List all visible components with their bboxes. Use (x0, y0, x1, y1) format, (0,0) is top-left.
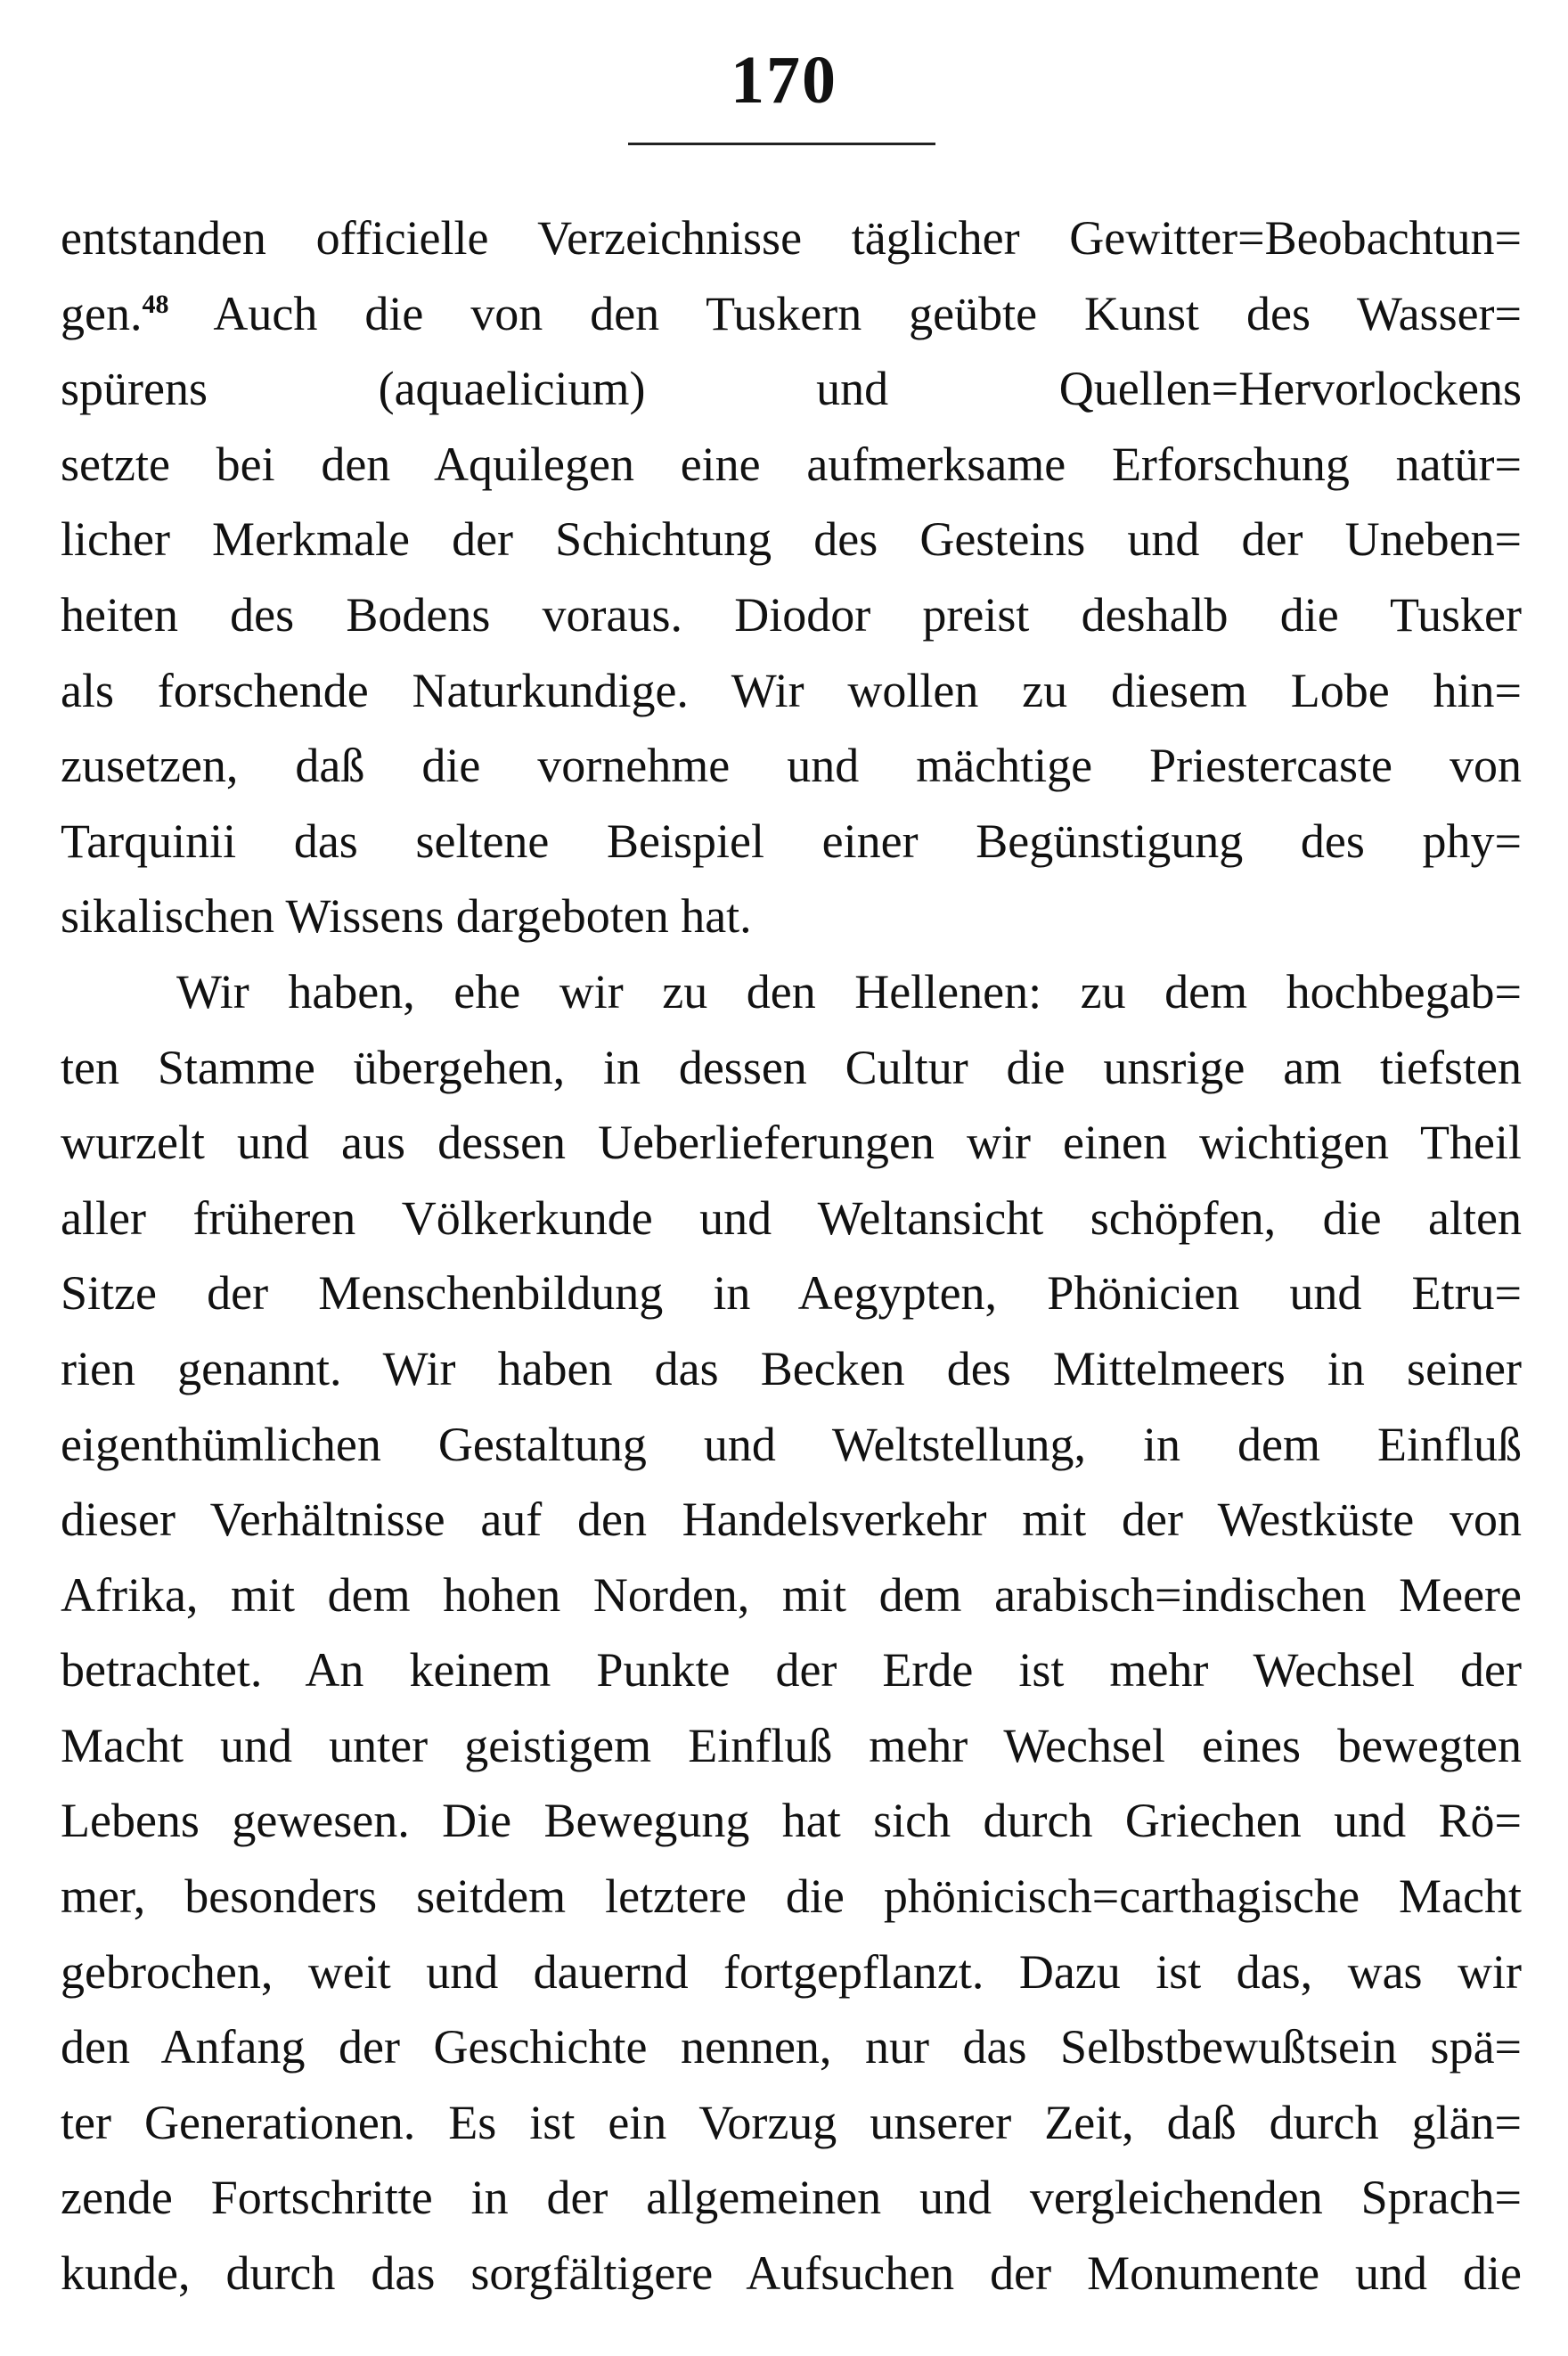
text-line: den Anfang der Geschichte nennen, nur das Selbstbewußtsein spä= (61, 2020, 1522, 2074)
text-line: betrachtet. An keinem Punkte der Erde ist mehr Wechsel der (61, 1643, 1522, 1697)
text-line: dieser Verhältnisse auf den Handelsverkehr mit der Westküste von (61, 1493, 1522, 1547)
page-number: 170 (731, 43, 837, 118)
text-line: als forschende Naturkundige. Wir wollen zu diesem Lobe hin= (61, 663, 1522, 717)
text-line: spürens (aquaelicium) und Quellen=Hervorlockens (61, 362, 1522, 416)
header-rule (628, 143, 935, 145)
text-line: Sitze der Menschenbildung in Aegypten, Phönicien und Etru= (61, 1266, 1522, 1321)
text-line: rien genannt. Wir haben das Becken des Mittelmeers in seiner (61, 1341, 1522, 1395)
text-line: Tarquinii das seltene Beispiel einer Begünstigung des phy= (61, 814, 1522, 868)
text-line: entstanden officielle Verzeichnisse täglicher Gewitter=Beobachtun= (61, 211, 1522, 265)
body-text (61, 200, 1522, 2311)
text-line: sikalischen Wissens dargeboten hat. (61, 889, 752, 944)
text-line: ter Generationen. Es ist ein Vorzug unserer Zeit, daß durch glän= (61, 2095, 1522, 2149)
text-line: eigenthümlichen Gestaltung und Weltstellung, in dem Einfluß (61, 1417, 1522, 1471)
text-line: setzte bei den Aquilegen eine aufmerksame Erforschung natür= (61, 437, 1522, 491)
text-line: Wir haben, ehe wir zu den Hellenen: zu dem hochbegab= (176, 964, 1522, 1018)
footnote-marker: 48 (142, 289, 169, 319)
text-line: heiten des Bodens voraus. Diodor preist deshalb die Tusker (61, 587, 1522, 642)
paragraph-2 (61, 954, 1522, 2311)
text-line: aller früheren Völkerkunde und Weltansicht schöpfen, die alten (61, 1190, 1522, 1245)
text-line: gebrochen, weit und dauernd fortgepflanzt. Dazu ist das, was wir (61, 1944, 1522, 1999)
text-line: zende Fortschritte in der allgemeinen und vergleichenden Sprach= (61, 2171, 1522, 2225)
text-line: Afrika, mit dem hohen Norden, mit dem arabisch=indischen Meere (61, 1567, 1522, 1622)
text-line: ten Stamme übergehen, in dessen Cultur die unsrige am tiefsten (61, 1040, 1522, 1094)
text-line: Lebens gewesen. Die Bewegung hat sich durch Griechen und Rö= (61, 1794, 1522, 1848)
text-line: zusetzen, daß die vornehme und mächtige Priestercaste von (61, 739, 1522, 793)
text-line: wurzelt und aus dessen Ueberlieferungen wir einen wichtigen Theil (61, 1116, 1522, 1170)
text-fragment: gen. (61, 286, 143, 340)
text-line: licher Merkmale der Schichtung des Gesteins und der Uneben= (61, 512, 1522, 567)
text-line: kunde, durch das sorgfältigere Aufsuchen der Monumente und die (61, 2246, 1522, 2301)
text-line (61, 276, 1522, 352)
text-line: Macht und unter geistigem Einfluß mehr Wechsel eines bewegten (61, 1718, 1522, 1772)
text-fragment: Auch die von den Tuskern geübte Kunst des Wasser= (168, 286, 1522, 340)
paragraph-1 (61, 200, 1522, 954)
text-line: mer, besonders seitdem letztere die phönicisch=carthagische Macht (61, 1869, 1522, 1924)
